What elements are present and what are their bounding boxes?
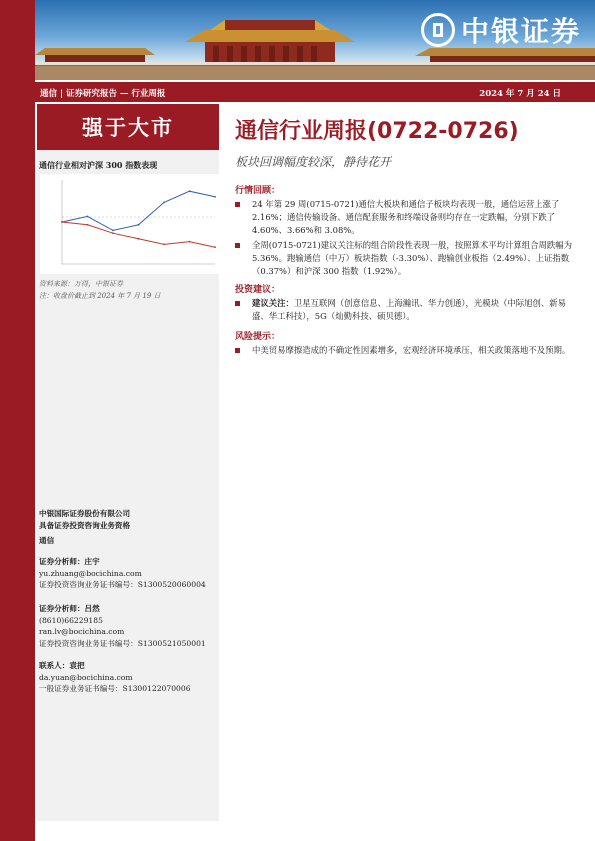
series-2-point (189, 241, 191, 243)
left-color-strip (0, 0, 35, 841)
chart-date-note: 注：收盘价截止到 2024 年 7 月 19 日 (39, 292, 161, 300)
analyst2-cert: 证券投资咨询业务证书编号：S1300521050001 (39, 638, 206, 648)
series-2-point (138, 238, 140, 240)
relative-performance-chart (40, 174, 220, 274)
investment-bullet (235, 297, 580, 323)
series-2-point (112, 232, 114, 234)
series-1-point (163, 202, 165, 204)
report-date: 2024 年 7 月 24 日 (479, 89, 561, 99)
market-review-text-2: 全周(0715-0721)建议关注标的组合阶段性表现一般，按照算术平均计算组合周跌幅为 5.36%。跑输通信（中万）板块指数（-3.30%）、跑输创业板指（2.49%）、上证指数（0.37%）和沪深 300 指数（1.92%）。 (252, 240, 572, 276)
header-banner (35, 0, 595, 80)
analyst1-cert: 证券投资咨询业务证书编号：S1300520060004 (39, 580, 206, 589)
company-name: 中银国际证券股份有限公司 (39, 509, 131, 518)
boc-logo-icon (421, 13, 455, 47)
risk-bullet (235, 344, 580, 357)
report-title: 通信行业周报(0722-0726) (235, 119, 519, 144)
report-category: 通信 | 证券研究报告 — 行业周报 (40, 89, 166, 99)
analyst2-phone: (8610)66229185 (39, 615, 103, 625)
bullet-square-icon (235, 202, 240, 207)
market-review-heading: 行情回顾： (235, 186, 281, 196)
brand-name: 中银证券 (460, 15, 581, 48)
risk-text: 中美贸易摩擦造成的不确定性因素增多，宏观经济环境承压，相关政策落地不及预期。 (252, 345, 571, 355)
chart-source-note: 资料来源：万得，中银证券 (39, 280, 123, 288)
company-block (39, 508, 130, 547)
risk-heading: 风险提示： (235, 332, 281, 342)
investment-heading: 投资建议： (235, 285, 281, 295)
contact-name: 联系人：袁把 (39, 661, 85, 670)
series-2-point (163, 244, 165, 246)
series-2-point (87, 224, 89, 226)
brand-logo (421, 10, 581, 50)
series-1-point (87, 216, 89, 218)
analyst2-email[interactable]: ran.lv@bocichina.com (39, 627, 125, 636)
report-subtitle: 板块回调幅度较深，静待花开 (235, 155, 392, 169)
contact-email[interactable]: da.yuan@bocichina.com (39, 672, 133, 682)
bullet-square-icon (235, 348, 240, 353)
company-qualification: 具备证券投资咨询业务资格 (39, 520, 131, 530)
investment-bold-label: 建议关注： (252, 298, 294, 308)
series-2-point (61, 221, 63, 223)
rating-badge: 强于大市 (37, 104, 219, 150)
investment-body: 卫星互联网（创意信息、上海瀚讯、华力创通），光模块（中际旭创、新易盛、华工科技），5G（灿勤科技、硕贝德）。 (252, 298, 567, 321)
bullet-square-icon (235, 243, 240, 248)
market-review-text-1: 24 年第 29 周(0715-0721)通信大板块和通信子板块均表现一般，通信运营上涨了 2.16%；通信传输设备、通信配套服务和终端设备则均存在一定跌幅，分别下跌了 4.60%、3.66%和 3.08%。 (252, 199, 560, 235)
analyst2-block (39, 603, 206, 649)
sector-label: 通信 (39, 536, 55, 545)
series-1-point (214, 196, 216, 198)
series-1-point (112, 230, 114, 232)
contact-cert: 一般证券业务证书编号：S1300122070006 (39, 684, 191, 693)
analyst2-name: 证券分析师：吕然 (39, 604, 100, 613)
market-review-bullet-1 (235, 198, 580, 237)
analyst1-block (39, 556, 206, 591)
series-1-point (138, 224, 140, 226)
series-1-point (189, 190, 191, 192)
investment-text (252, 297, 580, 323)
bullet-square-icon (235, 301, 240, 306)
analyst1-name: 证券分析师：庄宇 (39, 557, 100, 566)
analyst1-email[interactable]: yu.zhuang@bocichina.com (39, 568, 142, 578)
series-2-point (214, 246, 216, 248)
market-review-bullet-2 (235, 239, 580, 278)
chart-title: 通信行业相对沪深 300 指数表现 (39, 160, 158, 170)
top-info-bar (35, 82, 595, 102)
contact-block (39, 660, 191, 695)
